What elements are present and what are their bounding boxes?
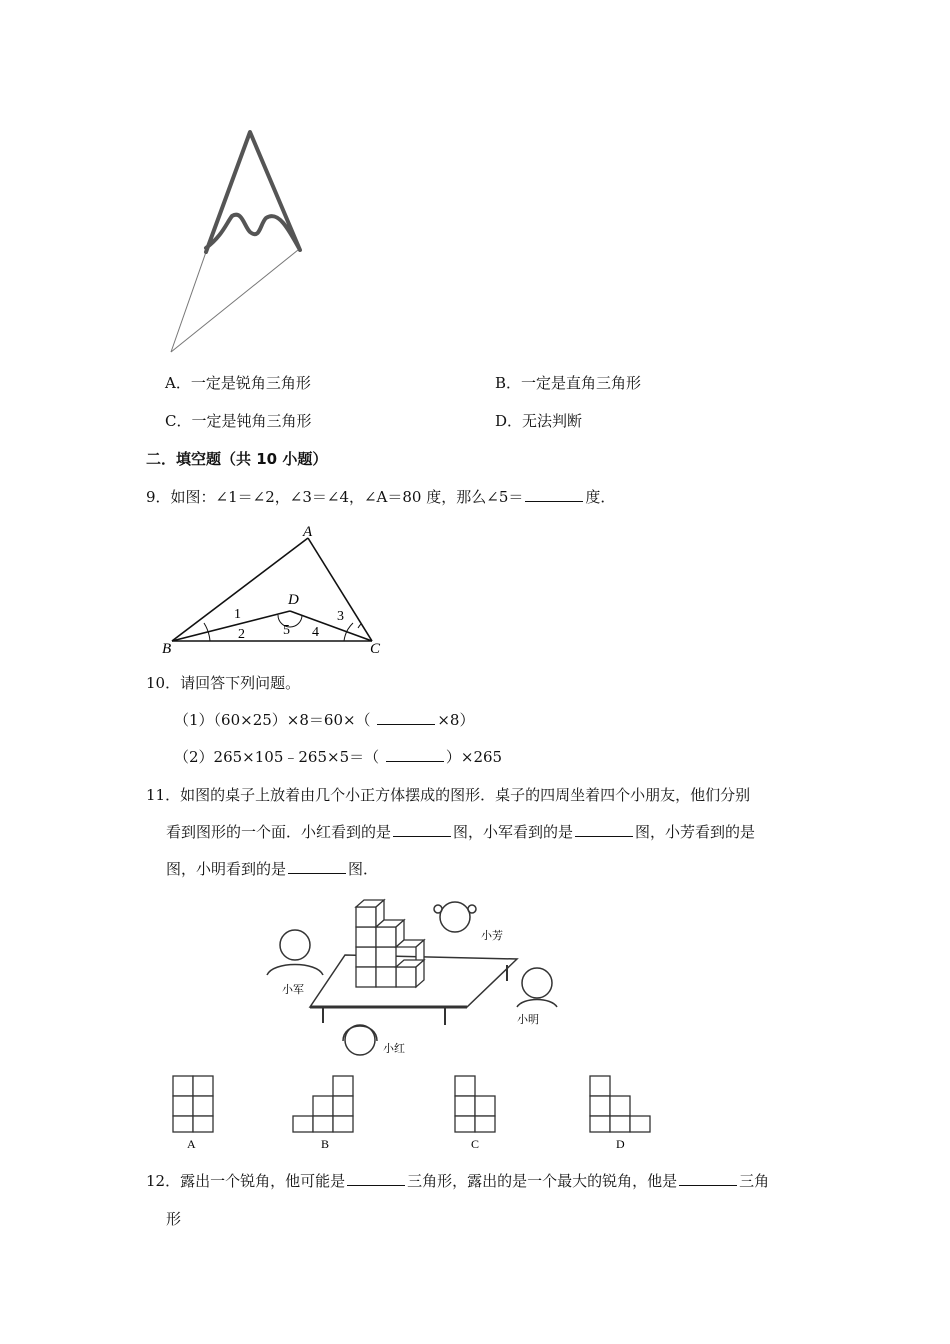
label-d: D bbox=[288, 592, 299, 608]
q11-text-xiaoming: 图，小明看到的是 bbox=[166, 860, 287, 878]
q11-blank-xiaojun[interactable] bbox=[575, 822, 633, 837]
label-xiaofang: 小芳 bbox=[481, 929, 503, 942]
q11-text-xiaohong: 看到图形的一个面．小红看到的是 bbox=[166, 823, 392, 841]
q8-triangle-figure bbox=[160, 120, 320, 365]
child-xiaohong-figure bbox=[343, 1025, 377, 1055]
mountain-outline bbox=[206, 132, 300, 252]
q11-text-xiaofang: 图，小芳看到的是 bbox=[635, 823, 756, 841]
q11-view-options bbox=[165, 1072, 665, 1152]
q9-answer-blank[interactable] bbox=[525, 487, 583, 502]
view-label-a: A bbox=[187, 1137, 196, 1151]
cube-stack bbox=[356, 900, 424, 987]
view-label-d: D bbox=[616, 1137, 625, 1151]
q10-item1-after: ×8） bbox=[437, 711, 475, 729]
angle-arc-c2 bbox=[358, 624, 361, 628]
q11-line-3 bbox=[166, 859, 378, 879]
q11-text-end: 图． bbox=[348, 860, 379, 878]
q12-line-1 bbox=[146, 1171, 769, 1191]
q10-item-1 bbox=[174, 710, 474, 730]
child-xiaofang-figure bbox=[434, 902, 476, 932]
angle-arc-d bbox=[278, 615, 302, 627]
q9-text-before: 9．如图：∠1＝∠2，∠3＝∠4，∠A＝80 度，那么∠5＝ bbox=[146, 488, 524, 506]
q10-item2-after: ）×265 bbox=[445, 748, 503, 766]
section-heading: 二．填空题（共 10 小题） bbox=[146, 450, 328, 468]
q12-blank-2[interactable] bbox=[679, 1171, 737, 1186]
q10-item2-before: （2）265×105﹣265×5＝（ bbox=[174, 748, 380, 766]
q10-item1-before: （1）（60×25）×8＝60×（ bbox=[174, 711, 371, 729]
view-label-b: B bbox=[321, 1137, 330, 1151]
label-b: B bbox=[162, 641, 172, 655]
label-5: 5 bbox=[283, 623, 290, 638]
label-xiaojun: 小军 bbox=[282, 983, 304, 996]
q10-item2-blank[interactable] bbox=[386, 747, 444, 762]
q12-text-c: 三角 bbox=[739, 1172, 770, 1190]
q10-item-2 bbox=[174, 747, 502, 767]
label-3: 3 bbox=[337, 609, 344, 624]
label-4: 4 bbox=[312, 625, 319, 640]
q12-text-b: 三角形，露出的是一个最大的锐角，他是 bbox=[407, 1172, 678, 1190]
view-label-c: C bbox=[471, 1137, 480, 1151]
view-option-c bbox=[455, 1076, 495, 1132]
q12-blank-1[interactable] bbox=[347, 1171, 405, 1186]
q11-blank-xiaoming[interactable] bbox=[288, 859, 346, 874]
label-1: 1 bbox=[234, 607, 241, 622]
q8-option-c: C．一定是钝角三角形 bbox=[165, 412, 312, 430]
triangle-edge-left bbox=[171, 252, 206, 352]
child-xiaojun-figure bbox=[267, 930, 323, 975]
view-option-a bbox=[173, 1076, 213, 1132]
q8-option-a: A．一定是锐角三角形 bbox=[165, 374, 311, 392]
q11-blank-xiaohong[interactable] bbox=[393, 822, 451, 837]
label-c: C bbox=[370, 641, 381, 655]
q10-title: 10．请回答下列问题。 bbox=[146, 674, 301, 692]
q8-option-b: B．一定是直角三角形 bbox=[495, 374, 642, 392]
q9-question bbox=[146, 487, 615, 507]
triangle-edge-bottom bbox=[171, 250, 298, 352]
child-xiaoming-figure bbox=[517, 968, 557, 1007]
q11-text-xiaojun: 图，小军看到的是 bbox=[453, 823, 574, 841]
q9-triangle-figure bbox=[160, 520, 400, 655]
label-2: 2 bbox=[238, 627, 245, 642]
q11-line-1: 11．如图的桌子上放着由几个小正方体摆成的图形．桌子的四周坐着四个小朋友，他们分别 bbox=[146, 786, 751, 804]
q8-option-d: D．无法判断 bbox=[495, 412, 583, 430]
label-a: A bbox=[303, 524, 313, 540]
q9-text-after: 度． bbox=[585, 488, 616, 506]
view-option-b bbox=[293, 1076, 353, 1132]
view-option-d bbox=[590, 1076, 650, 1132]
label-xiaoming: 小明 bbox=[517, 1013, 539, 1026]
q11-line-2 bbox=[166, 822, 755, 842]
q12-line-2: 形 bbox=[166, 1210, 182, 1228]
q12-text-a: 12．露出一个锐角，他可能是 bbox=[146, 1172, 346, 1190]
label-xiaohong: 小红 bbox=[383, 1042, 405, 1055]
segment-bd bbox=[172, 611, 290, 641]
q10-item1-blank[interactable] bbox=[377, 710, 435, 725]
q11-table-scene bbox=[255, 895, 585, 1075]
